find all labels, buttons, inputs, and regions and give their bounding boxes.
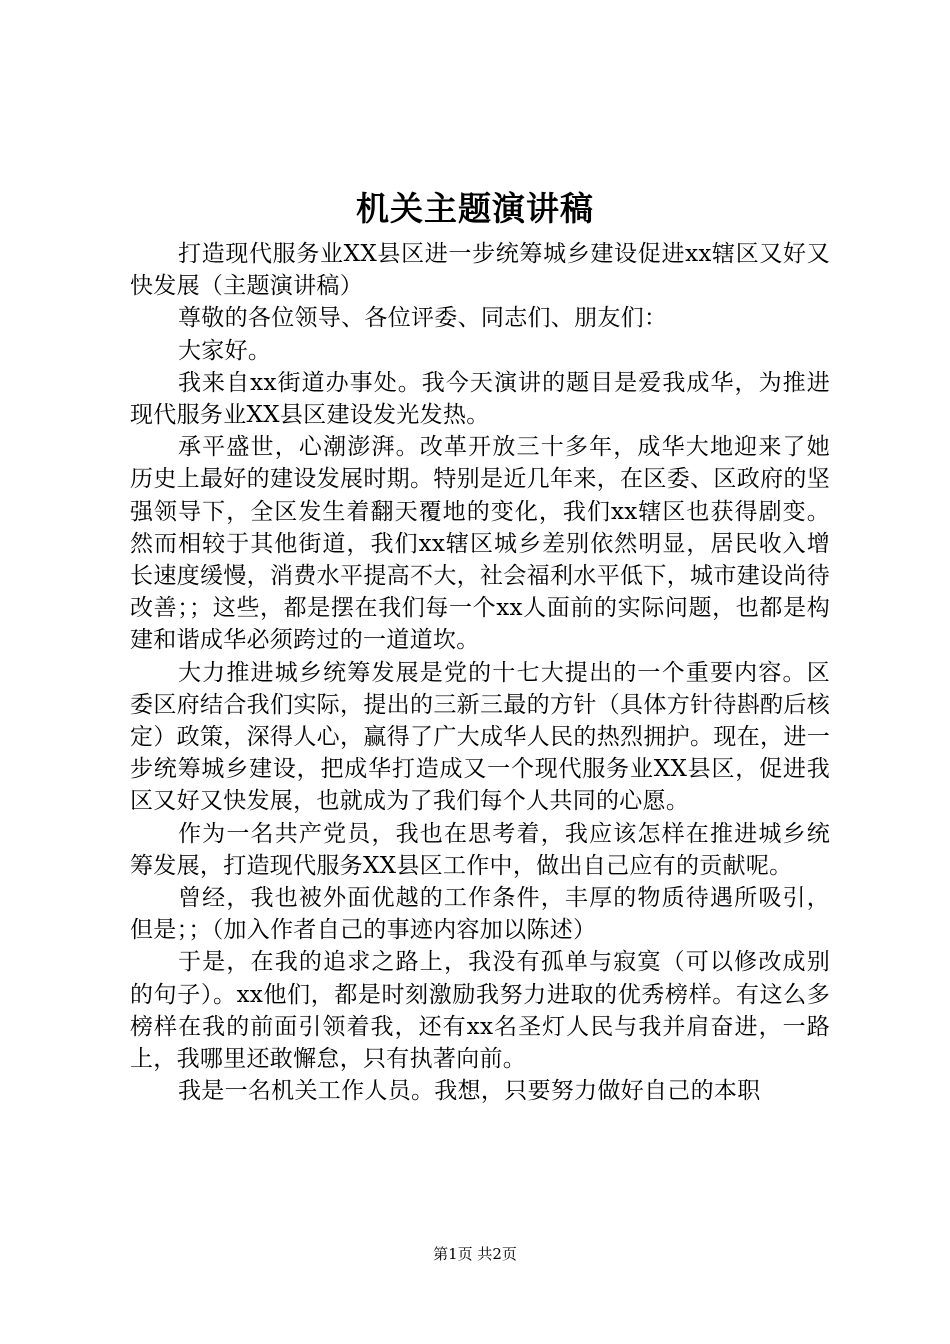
page-title: 机关主题演讲稿 — [356, 189, 594, 228]
paragraph-subtitle: 打造现代服务业XX县区进一步统筹城乡建设促进xx辖区又好又快发展（主题演讲稿） — [130, 241, 830, 300]
document-body — [130, 238, 830, 1107]
paragraph-experience: 曾经，我也被外面优越的工作条件，丰厚的物质待遇所吸引，但是；；（加入作者自己的事迹内容加以陈述） — [130, 885, 830, 944]
paragraph-reflection: 作为一名共产党员，我也在思考着，我应该怎样在推进城乡统筹发展，打造现代服务XX县区工作中，做出自己应有的贡献呢。 — [130, 820, 830, 879]
paragraph-greeting: 大家好。 — [178, 337, 272, 364]
paragraph-policy: 大力推进城乡统筹发展是党的十七大提出的一个重要内容。区委区府结合我们实际，提出的三新三最的方针（具体方针待斟酌后核定）政策，深得人心，赢得了广大成华人民的热烈拥护。现在，进一步统筹城乡建设，把成华打造成又一个现代服务业XX县区，促进我区又好又快发展，也就成为了我们每个人共同的心愿。 — [130, 659, 830, 815]
page-number: 第1页 共2页 — [433, 1245, 517, 1263]
paragraph-introduction: 我来自xx街道办事处。我今天演讲的题目是爱我成华，为推进现代服务业XX县区建设发光发热。 — [130, 369, 830, 429]
paragraph-salutation: 尊敬的各位领导、各位评委、同志们、朋友们： — [178, 305, 668, 332]
paragraph-role-models: 于是，在我的追求之路上，我没有孤单与寂寞（可以修改成别的句子）。xx他们，都是时刻激励我努力进取的优秀榜样。有这么多榜样在我的前面引领着我，还有xx名圣灯人民与我并肩奋进，一路上，我哪里还敢懈怠，只有执著向前。 — [130, 949, 830, 1073]
paragraph-background: 承平盛世，心潮澎湃。改革开放三十多年，成华大地迎来了她历史上最好的建设发展时期。特别是近几年来，在区委、区政府的坚强领导下，全区发生着翻天覆地的变化，我们xx辖区也获得剧变。然而相较于其他街道，我们xx辖区城乡差别依然明显，居民收入增长速度缓慢，消费水平提高不大，社会福利水平低下，城市建设尚待改善；；这些，都是摆在我们每一个xx人面前的实际问题，也都是构建和谐成华必须跨过的一道道坎。 — [130, 434, 830, 654]
paragraph-commitment: 我是一名机关工作人员。我想，只要努力做好自己的本职 — [178, 1078, 761, 1105]
